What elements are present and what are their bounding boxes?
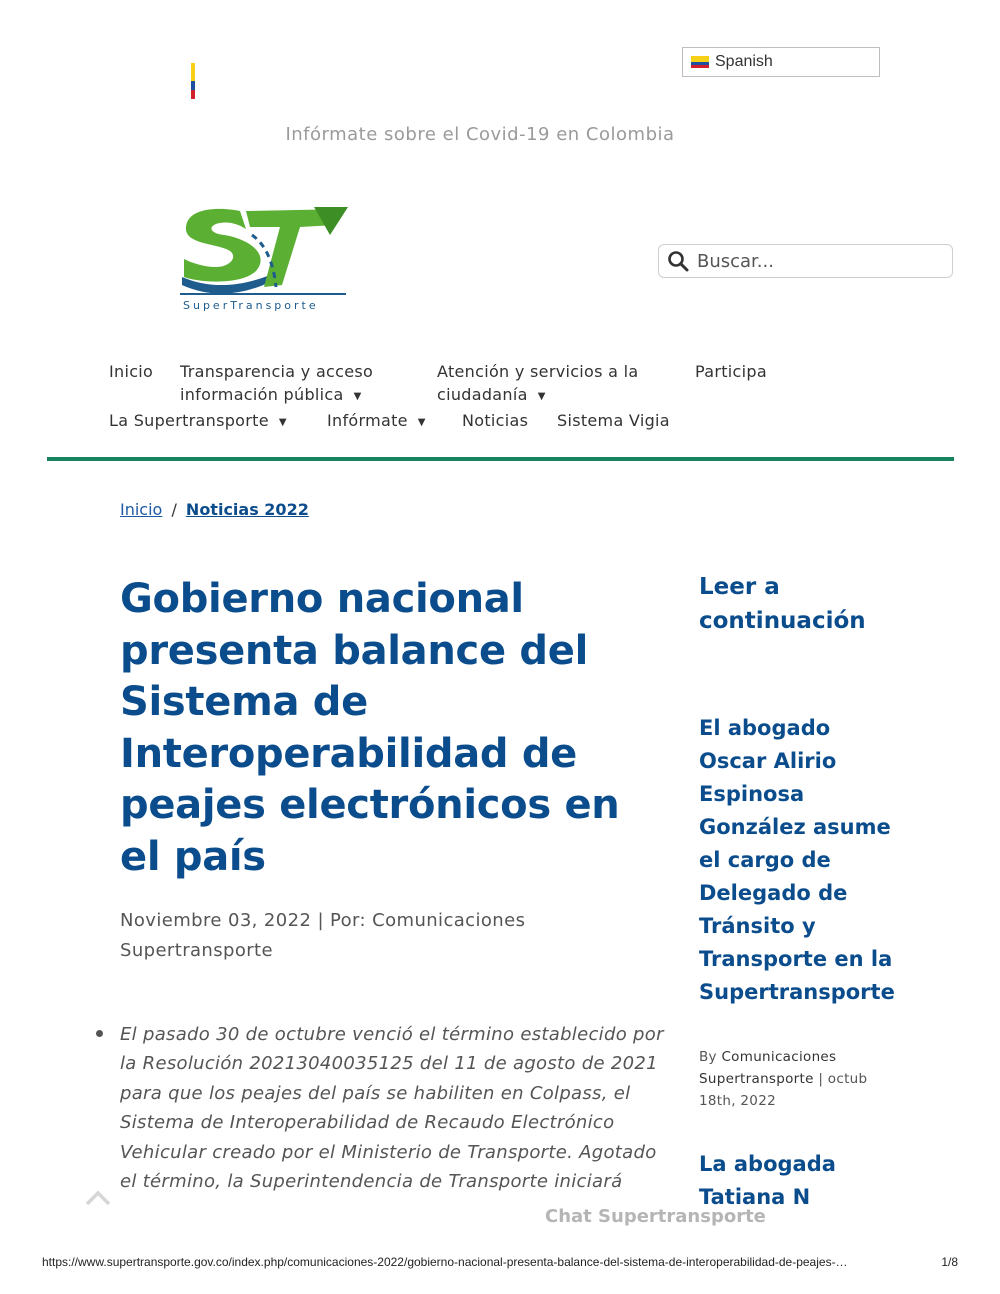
chevron-up-icon bbox=[84, 1188, 112, 1208]
supertransporte-logo[interactable] bbox=[180, 205, 350, 317]
print-page-number: 1/8 bbox=[941, 1255, 958, 1269]
breadcrumb bbox=[120, 500, 309, 519]
bullet-marker bbox=[96, 1030, 103, 1037]
search-input[interactable] bbox=[658, 244, 953, 278]
print-url: https://www.supertransporte.gov.co/index.php/comunicaciones-2022/gobierno-nacional-presenta-balance-del-sistema-de-interoperabilidad-de-peajes-… bbox=[42, 1255, 848, 1269]
article-bullet-list bbox=[96, 1020, 666, 1230]
chevron-down-icon: ▼ bbox=[537, 391, 546, 402]
breadcrumb-home-link[interactable]: Inicio bbox=[120, 500, 163, 519]
search-placeholder: Buscar... bbox=[697, 250, 774, 272]
logo-wordmark: SuperTransporte bbox=[183, 299, 319, 312]
sidebar-heading: Leer a continuación bbox=[699, 574, 866, 634]
nav-inicio[interactable]: Inicio bbox=[109, 362, 154, 381]
logo-rule bbox=[180, 293, 346, 295]
nav-transparencia[interactable] bbox=[180, 360, 373, 408]
nav-sistema-vigia[interactable]: Sistema Vigia bbox=[557, 411, 670, 430]
nav-transparencia-line1: Transparencia y acceso bbox=[180, 362, 374, 381]
nav-transparencia-line2: información pública bbox=[180, 385, 344, 404]
chat-button[interactable]: Chat Supertransporte bbox=[545, 1206, 766, 1227]
chevron-down-icon: ▼ bbox=[417, 417, 426, 428]
header-divider bbox=[47, 457, 954, 461]
sidebar-by: By bbox=[699, 1049, 717, 1065]
nav-participa[interactable]: Participa bbox=[695, 362, 767, 381]
chevron-down-icon: ▼ bbox=[278, 417, 287, 428]
nav-atencion-line2: ciudadanía bbox=[437, 385, 528, 404]
article-meta: Noviembre 03, 2022 | Por: Comunicaciones Supertransporte bbox=[120, 910, 526, 961]
scroll-to-top-button[interactable] bbox=[84, 1188, 112, 1208]
language-selected: Spanish bbox=[715, 53, 773, 70]
sidebar-next-article-link[interactable]: La abogada Tatiana N bbox=[699, 1152, 836, 1209]
sidebar-sep: | bbox=[818, 1071, 824, 1087]
sidebar-article-link[interactable]: El abogado Oscar Alirio Espinosa González asume el cargo de Delegado de Tránsito y Transporte en la Supertransporte bbox=[699, 716, 895, 1004]
sidebar-article-meta bbox=[699, 1046, 899, 1112]
sidebar-author[interactable]: Comunicaciones Supertransporte bbox=[699, 1049, 837, 1087]
colombia-flag-icon bbox=[191, 63, 195, 99]
nav-atencion[interactable] bbox=[437, 360, 639, 408]
breadcrumb-current-link[interactable]: Noticias 2022 bbox=[185, 500, 309, 519]
nav-supertransporte-label: La Supertransporte bbox=[109, 411, 269, 430]
covid-info-link[interactable]: Infórmate sobre el Covid-19 en Colombia bbox=[285, 124, 675, 145]
chevron-down-icon: ▼ bbox=[353, 391, 362, 402]
nav-informate[interactable] bbox=[327, 409, 426, 434]
article-bullet-text: El pasado 30 de octubre venció el término establecido por la Resolución 20213040035125 del 11 de agosto de 2021 para que los peajes del país se habiliten en Colpass, el Sistema de Interoperabilidad de Recaudo Electrónico Vehicular creado por el Ministerio de Transporte. Agotado el término, la Superintendencia de Transporte iniciará bbox=[120, 1024, 664, 1193]
sidebar-date: octub 18th, 2022 bbox=[699, 1071, 868, 1109]
article-headline: Gobierno nacional presenta balance del Sistema de Interoperabilidad de peajes electrónicos en el país bbox=[120, 576, 620, 880]
nav-informate-label: Infórmate bbox=[327, 411, 408, 430]
nav-supertransporte[interactable] bbox=[109, 409, 287, 434]
colombia-flag-icon bbox=[691, 56, 709, 68]
search-icon bbox=[667, 250, 689, 272]
nav-atencion-line1: Atención y servicios a la bbox=[437, 362, 639, 381]
nav-noticias[interactable]: Noticias bbox=[462, 411, 529, 430]
language-select[interactable] bbox=[682, 47, 880, 77]
breadcrumb-separator: / bbox=[171, 500, 177, 519]
